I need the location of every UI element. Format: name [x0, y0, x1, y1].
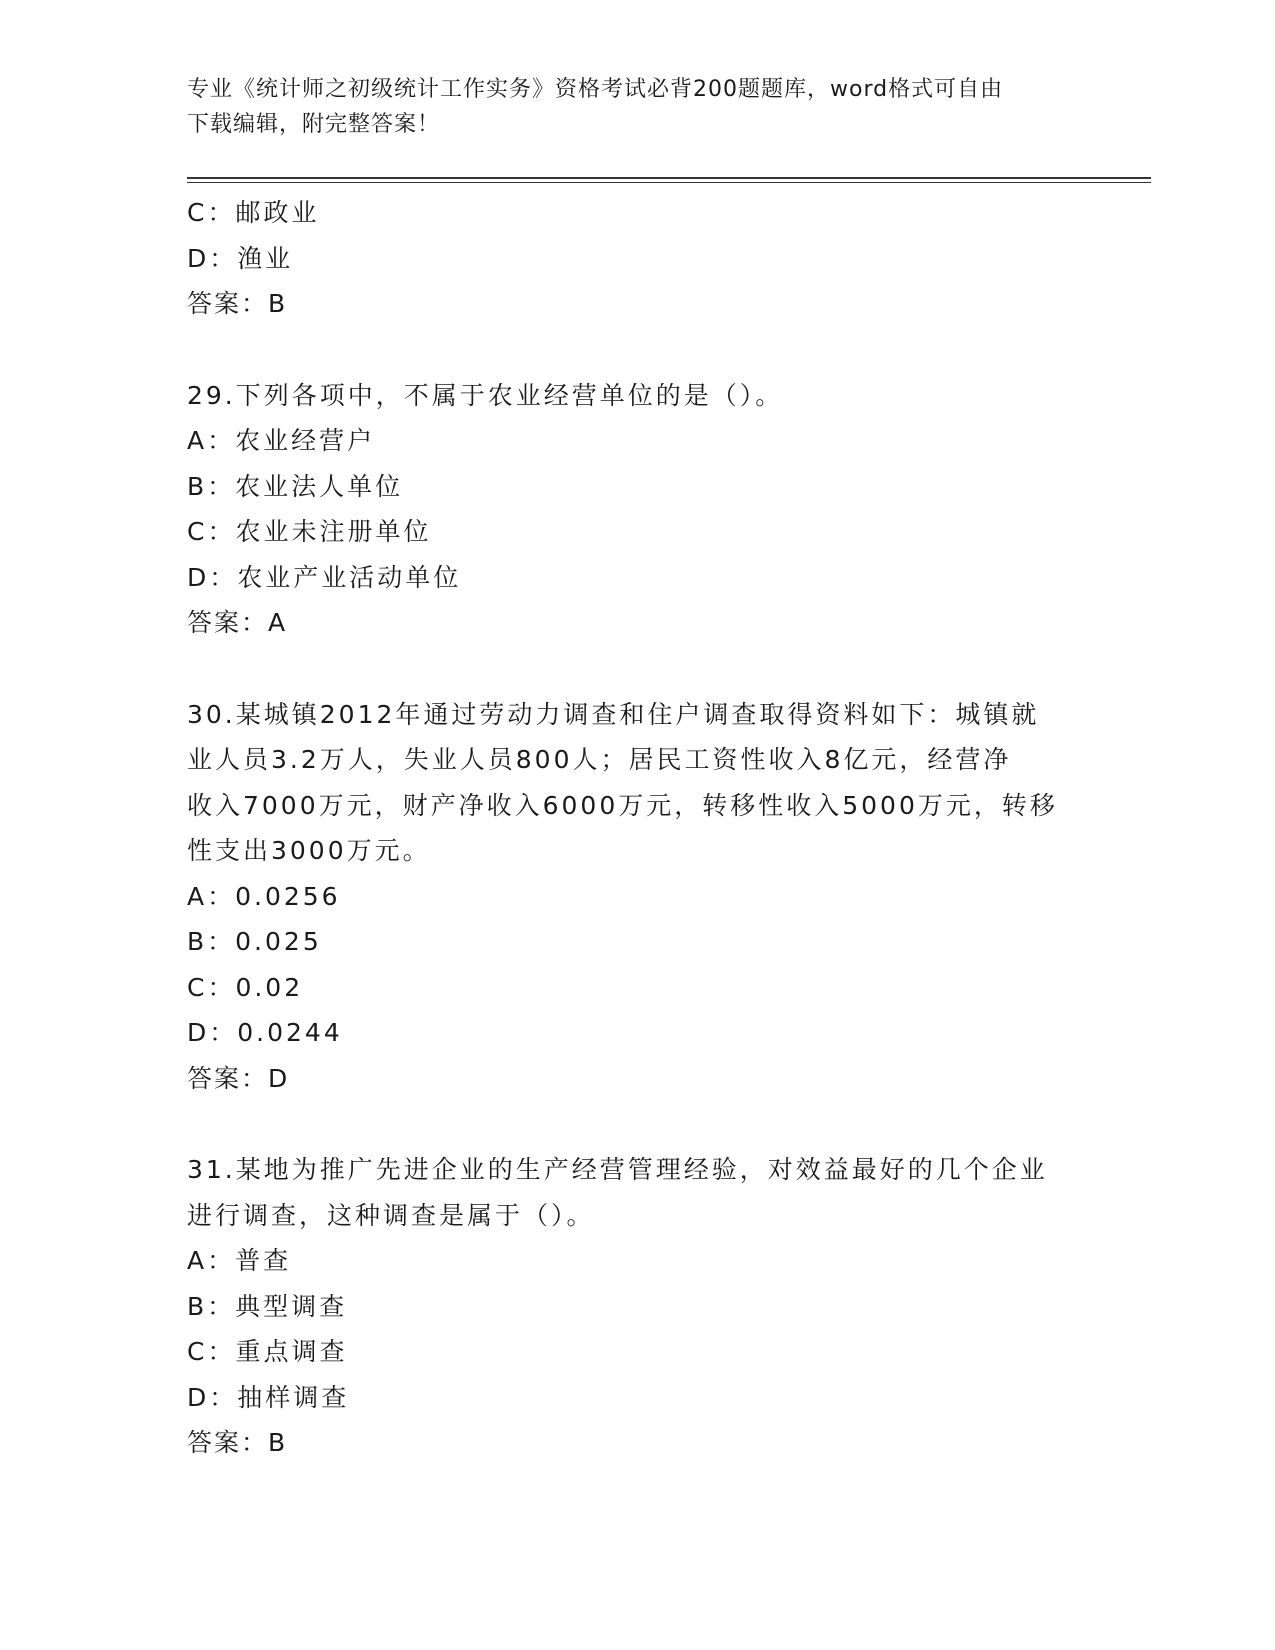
header-line-1: 专业《统计师之初级统计工作实务》资格考试必背200题题库，word格式可自由 [187, 77, 1004, 102]
question-stem-line-2: 进行调查，这种调查是属于（）。 [187, 1200, 595, 1230]
answer-line: 答案：B [187, 1428, 288, 1457]
answer-line: 答案：B [187, 289, 288, 318]
answer-line: 答案：A [187, 608, 288, 637]
answer-line: 答案：D [187, 1063, 290, 1093]
question-content [187, 190, 1087, 1466]
spacer [187, 646, 1087, 692]
option-d: D：农业产业活动单位 [187, 562, 462, 592]
option-b: B：典型调查 [187, 1291, 348, 1321]
option-b: B：0.025 [187, 927, 322, 956]
option-b: B：农业法人单位 [187, 471, 404, 501]
question-block-30 [187, 692, 1087, 1102]
question-stem-line-4: 性支出3000万元。 [187, 836, 431, 865]
header-line-2: 下载编辑，附完整答案！ [187, 112, 441, 137]
option-d: D：0.0244 [187, 1018, 343, 1047]
option-a: A：农业经营户 [187, 426, 376, 455]
option-c: C：邮政业 [187, 198, 320, 227]
question-block-31 [187, 1147, 1087, 1466]
option-d: D：抽样调查 [187, 1382, 350, 1412]
option-c: C：0.02 [187, 972, 304, 1002]
question-stem-line-1: 30.某城镇2012年通过劳动力调查和住户调查取得资料如下：城镇就 [187, 699, 1040, 729]
question-stem-line-2: 业人员3.2万人，失业人员800人；居民工资性收入8亿元，经营净 [187, 745, 1012, 774]
question-stem: 29.下列各项中，不属于农业经营单位的是（）。 [187, 380, 784, 410]
option-c: C：重点调查 [187, 1337, 348, 1366]
question-block-29 [187, 373, 1087, 646]
question-stem-line-3: 收入7000万元，财产净收入6000万元，转移性收入5000万元，转移 [187, 790, 1058, 820]
question-stem-line-1: 31.某地为推广先进企业的生产经营管理经验，对效益最好的几个企业 [187, 1155, 1048, 1184]
header-divider [187, 177, 1151, 183]
option-a: A：0.0256 [187, 881, 341, 911]
spacer [187, 327, 1087, 373]
option-a: A：普查 [187, 1246, 292, 1275]
option-c: C：农业未注册单位 [187, 517, 432, 546]
document-header [187, 72, 1087, 142]
option-d: D：渔业 [187, 243, 294, 273]
spacer [187, 1101, 1087, 1147]
prev-question-block [187, 190, 1087, 327]
